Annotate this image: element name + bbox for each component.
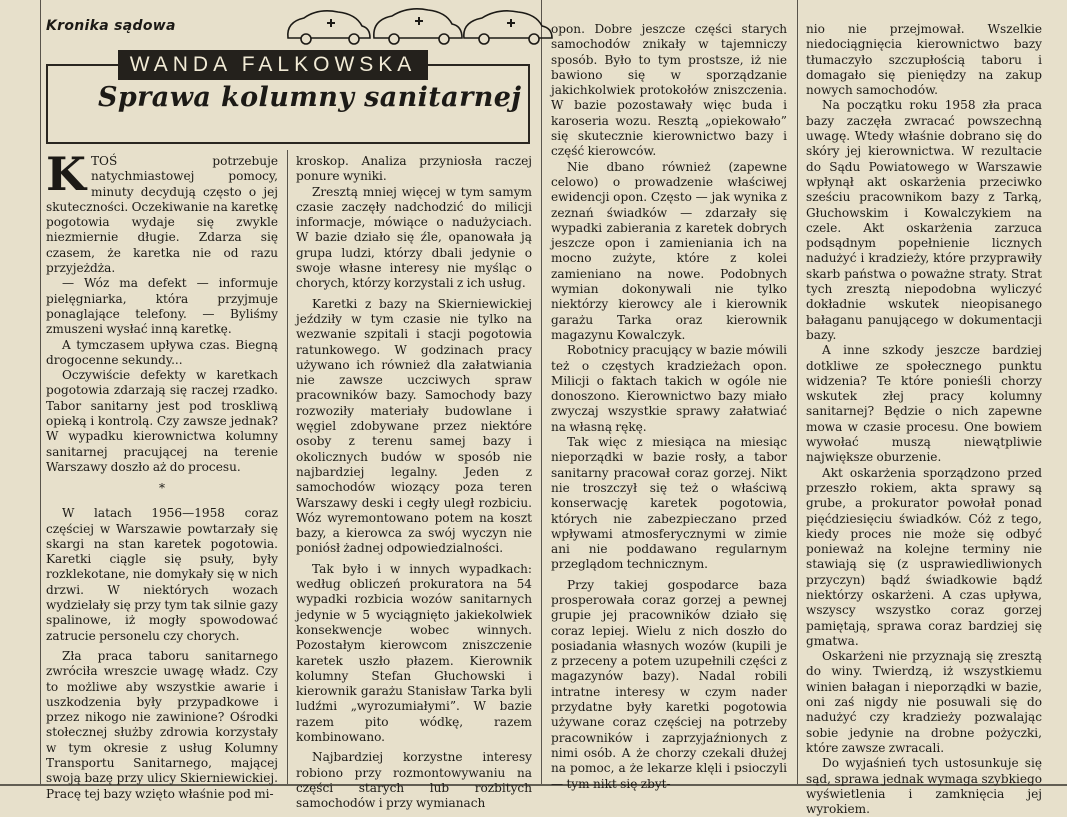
paragraph: A tymczasem upływa czas. Biegną drogocenne sekundy... xyxy=(46,337,278,367)
column-rule xyxy=(40,0,41,784)
paragraph: Zła praca taboru sanitarnego zwróciła wreszcie uwagę władz. Czy to możliwe aby wszystkie awarie i uszkodzenia były przypadkowe i przez nikogo nie zawinione? Ośrodki stołecznej służby zdrowia korzystały w tym okresie z usług Kolumny Transportu Sanitarnego, mającej swoją bazę przy ulicy Skierniewickiej. Pracę tej bazy wzięto właśnie pod mi- xyxy=(46,648,278,801)
paragraph: Oskarżeni nie przyznają się zresztą do winy. Twierdzą, iż wszystkiemu winien bałagan i nieporządki w bazie, oni zaś nigdy nie posuwali się do nadużyć czy kradzieży pozwalając sobie jedynie na drobne pożyczki, które zawsze zwracali. xyxy=(806,649,1042,755)
paragraph: Oczywiście defekty w karetkach pogotowia zdarzają się raczej rzadko. Tabor sanitarny jest pod troskliwą opieką i kontrolą. Czy zawsze jednak? W wypadku kierownictwa kolumny sanitarnej pracującej na terenie Warszawy doszło aż do procesu. xyxy=(46,368,278,474)
paragraph: Przy takiej gospodarce baza prosperowała coraz gorzej a pewnej grupie jej pracowników działo się coraz lepiej. Wielu z nich doszło do posiadania własnych wozów (kupili je z przeceny a potem uzupełnili części z magazynów bazy). Nadal robili intratne interesy w czym nader przydatne były karetki pogotowia używane coraz częściej na potrzeby pracowników i zaprzyjaźnionych z nimi osób. A że chorzy czekali dłużej na pomoc, a że lekarze klęli i psioczyli — tym nikt się zbyt- xyxy=(551,577,787,791)
paragraph: A inne szkody jeszcze bardziej dotkliwe ze społecznego punktu widzenia? Te które ponieśli chorzy wskutek złej pracy kolumny sanitarnej? Będzie o nich zapewne mowa w czasie procesu. One bowiem wywołać muszą niewątpliwie największe oburzenie. xyxy=(806,343,1042,465)
paragraph: Najbardziej korzystne interesy robiono przy rozmontowywaniu na części starych lub rozbitych samochodów i przy wymianach xyxy=(296,750,532,811)
paragraph: Akt oskarżenia sporządzono przed przeszło rokiem, akta sprawy są grube, a prokurator powołał ponad pięćdziesięciu świadków. Cóż z tego, kiedy proces nie może się odbyć ponieważ na kolejne terminy nie stawiają się (z usprawiedliwionych przyczyn) bądź świadkowie bądź niektórzy oskarżeni. A czas upływa, wszyscy wszystko coraz gorzej pamiętają, sprawa coraz bardziej się gmatwa. xyxy=(806,465,1042,648)
article-column-3 xyxy=(551,22,787,792)
author-banner xyxy=(118,50,428,80)
paragraph: Tak więc z miesiąca na miesiąc nieporządki w bazie rosły, a tabor sanitarny pracował coraz gorzej. Nikt nie troszczył się też o właściwą konserwację karetek pogotowia, których nie zabezpieczano przed wpływami atmosferycznymi w zimie ani nie poddawano regularnym przeglądom technicznym. xyxy=(551,435,787,572)
section-separator-star: * xyxy=(159,481,165,496)
column-rule xyxy=(287,150,288,784)
column-rule xyxy=(541,0,542,784)
paragraph: kroskop. Analiza przyniosła raczej ponure wyniki. xyxy=(296,154,532,184)
drop-cap: K xyxy=(46,147,86,201)
paragraph: Na początku roku 1958 zła praca bazy zaczęła zwracać powszechną uwagę. Wtedy właśnie dobrano się do skóry jej kierownictwa. W rezultacie do Sądu Powiatowego w Warszawie wpłynął akt oskarżenia przeciwko sześciu pracownikom bazy z Tarką, Głuchowskim i Kowalczykiem na czele. Akt oskarżenia zarzuca podsądnym popełnienie licznych nadużyć i kradzieży, które przyprawiły skarb państwa o poważne straty. Strat tych zresztą niepodobna wyliczyć dokładnie wskutek nieopisanego bałaganu panującego w dokumentacji bazy. xyxy=(806,98,1042,342)
paragraph: Zresztą mniej więcej w tym samym czasie zaczęły nadchodzić do milicji informacje, mówiące o nadużyciach. W bazie działo się źle, opanowała ją grupa ludzi, którzy dbali jedynie o swoje własne interesy nie myśląc o chorych, którzy korzystali z ich usług. xyxy=(296,184,532,291)
paragraph: nio nie przejmował. Wszelkie niedociągnięcia kierownictwo bazy tłumaczyło szczupłością taboru i domagało się pieniędzy na zakup nowych samochodów. xyxy=(806,22,1042,98)
ambulance-cars-illustration xyxy=(278,4,560,46)
paragraph: Robotnicy pracujący w bazie mówili też o częstych kradzieżach opon. Milicji o faktach takich w ogóle nie donoszono. Kierownictwo bazy miało zwyczaj wszystkie sprawy załatwiać na własną rękę. xyxy=(551,343,787,434)
section-label: Kronika sądowa xyxy=(46,18,176,34)
article-column-2 xyxy=(296,154,532,811)
author-name: WANDA FALKOWSKA xyxy=(129,53,417,76)
paragraph: KTOŚ potrzebuje natychmiastowej pomocy, minuty decydują często o jej skuteczności. Oczekiwanie na karetkę pogotowia wydaje się zwykle niezmiernie długie. Zdarza się czasem, że karetka nie od razu przyjeżdża. xyxy=(46,147,278,276)
paragraph: Karetki z bazy na Skierniewickiej jeździły w tym czasie nie tylko na wezwanie szpitali i stacji pogotowia ratunkowego. W godzinach pracy używano ich również dla załatwiania nie zawsze uczciwych spraw pracowników bazy. Samochody bazy rozwoziły materiały budowlane i węgiel zdobywane przez niektóre osoby z terenu samej bazy i okolicznych budów w sposób nie najbardziej legalny. Jeden z samochodów wiozący poza teren Warszawy deski i cegły uległ rozbiciu. Wóz wyremontowano potem na koszt bazy, a kierowca za swój wyczyn nie poniósł żadnej odpowiedzialności. xyxy=(296,296,532,556)
paragraph: opon. Dobre jeszcze części starych samochodów znikały w tajemniczy sposób. Było to tym prostsze, iż nie bawiono się w sporządzanie jakichkolwiek protokołów zniszczenia. W bazie pozostawały więc buda i karoseria wozu. Resztą „opiekowało” się skutecznie kierownictwo bazy i część kierowców. xyxy=(551,22,787,159)
article-column-1 xyxy=(46,147,278,802)
article-headline: Sprawa kolumny sanitarnej xyxy=(98,82,522,113)
paragraph: Tak było i w innych wypadkach: według obliczeń prokuratora na 54 wypadki rozbicia wozów sanitarnych jedynie w 5 wyciągnięto jakiekolwiek konsekwencje wobec winnych. Pozostałym kierowcom zniszczenie karetek uszło płazem. Kierownik kolumny Stefan Głuchowski i kierownik garażu Stanisław Tarka byli ludźmi „wyrozumiałymi”. W bazie razem pito wódkę, razem kombinowano. xyxy=(296,561,532,744)
paragraph: Do wyjaśnień tych ustosunkuje się sąd, sprawa jednak wymaga szybkiego wyświetlenia i zamknięcia jej wyrokiem. xyxy=(806,756,1042,817)
paragraph: — Wóz ma defekt — informuje pielęgniarka, która przyjmuje ponaglające telefony. — Byliśmy zmuszeni wysłać inną karetkę. xyxy=(46,276,278,337)
article-column-4 xyxy=(806,22,1042,817)
paragraph: Nie dbano również (zapewne celowo) o prowadzenie właściwej ewidencji opon. Często — jak wynika z zeznań świadków — zdarzały się wypadki zabierania z karetek dobrych jeszcze opon i zamieniania ich na mocno zużyte, które z kolei zamieniano na nowe. Podobnych wymian dokonywali nie tylko niektórzy kierowcy ale i kierownik garażu Tarka oraz kierownik magazynu Kowalczyk. xyxy=(551,159,787,342)
column-rule xyxy=(797,0,798,784)
paragraph: W latach 1956—1958 coraz częściej w Warszawie powtarzały się skargi na stan karetek pogotowia. Karetki ciągle się psuły, były rozklekotane, nie domykały się w nich drzwi. W niektórych wozach wydzielały się przy tym tak silnie gazy spalinowe, iż mogły spowodować zatrucie personelu czy chorych. xyxy=(46,506,278,643)
